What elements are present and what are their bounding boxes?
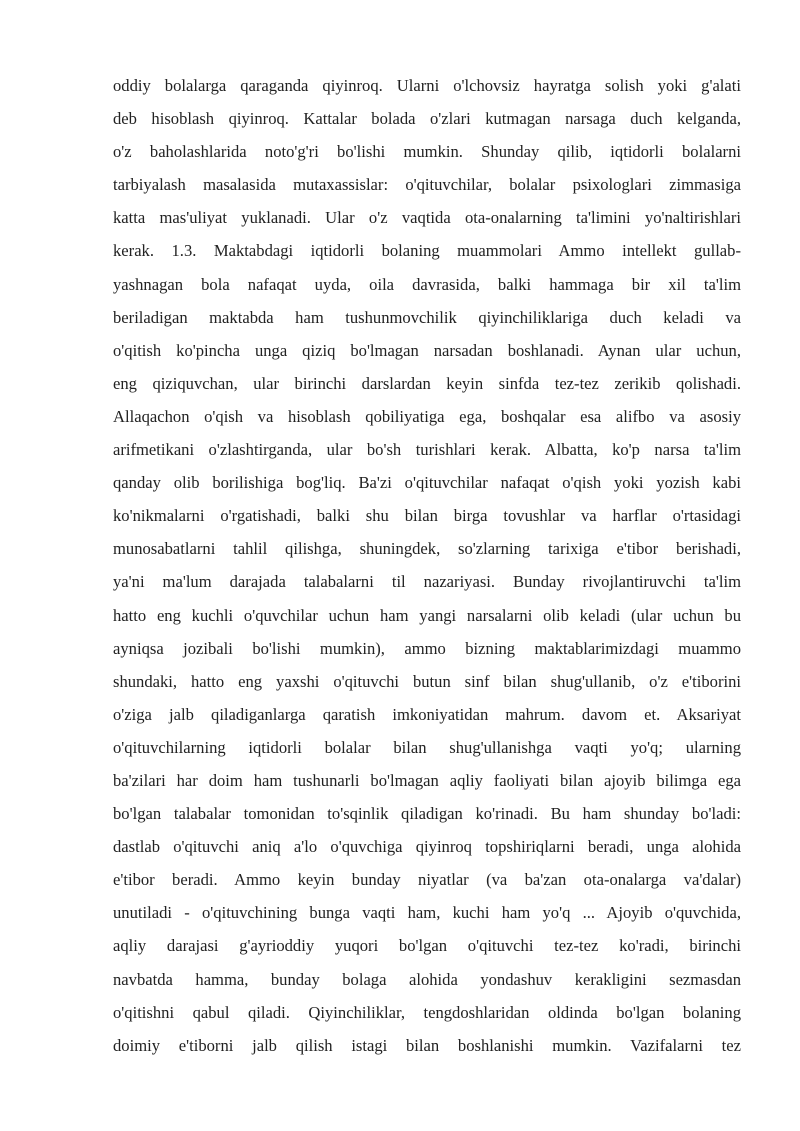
text-line: Allaqachon o'qish va hisoblash qobiliyatiga ega, boshqalar esa alifbo va asosiy	[113, 406, 741, 426]
text-line: tarbiyalash masalasida mutaxassislar: o'qituvchilar, bolalar psixologlari zimmasiga	[113, 175, 741, 195]
text-line: o'qituvchilarning iqtidorli bolalar bilan shug'ullanishga vaqti yo'q; ularning	[113, 737, 741, 757]
text-line: hatto eng kuchli o'quvchilar uchun ham yangi narsalarni olib keladi (ular uchun bu	[113, 605, 741, 625]
text-line: yashnagan bola nafaqat uyda, oila davrasida, balki hammaga bir xil ta'lim	[113, 274, 741, 294]
text-line: oddiy bolalarga qaraganda qiyinroq. Ularni o'lchovsiz hayratga solish yoki g'alati	[113, 76, 741, 95]
text-line: e'tibor beradi. Ammo keyin bunday niyatlar (va ba'zan ota-onalarga va'dalar)	[113, 870, 741, 890]
body-text	[113, 69, 741, 1062]
text-line: beriladigan maktabda ham tushunmovchilik qiyinchiliklariga duch keladi va	[113, 307, 741, 327]
text-line: eng qiziquvchan, ular birinchi darslardan keyin sinfda tez-tez zerikib qolishadi.	[113, 373, 741, 393]
text-line: navbatda hamma, bunday bolaga alohida yondashuv kerakligini sezmasdan	[113, 969, 741, 989]
text-line: o'z baholashlarida noto'g'ri bo'lishi mumkin. Shunday qilib, iqtidorli bolalarni	[113, 142, 741, 162]
text-line: dastlab o'qituvchi aniq a'lo o'quvchiga qiyinroq topshiriqlarni beradi, unga alohida	[113, 837, 741, 857]
text-line: aqliy darajasi g'ayrioddiy yuqori bo'lgan o'qituvchi tez-tez ko'radi, birinchi	[113, 936, 741, 956]
text-line: o'qitishni qabul qiladi. Qiyinchiliklar, tengdoshlaridan oldinda bo'lgan bolaning	[113, 1002, 741, 1022]
text-line: arifmetikani o'zlashtirganda, ular bo'sh turishlari kerak. Albatta, ko'p narsa ta'lim	[113, 440, 741, 460]
text-line: bo'lgan talabalar tomonidan to'sqinlik qiladigan ko'rinadi. Bu ham shunday bo'ladi:	[113, 804, 741, 824]
text-line: munosabatlarni tahlil qilishga, shuningdek, so'zlarning tarixiga e'tibor berishadi,	[113, 539, 741, 559]
text-line: ya'ni ma'lum darajada talabalarni til nazariyasi. Bunday rivojlantiruvchi ta'lim	[113, 572, 741, 592]
text-line: ko'nikmalarni o'rgatishadi, balki shu bilan birga tovushlar va harflar o'rtasidagi	[113, 506, 741, 526]
text-line: shundaki, hatto eng yaxshi o'qituvchi butun sinf bilan shug'ullanib, o'z e'tiborini	[113, 671, 741, 691]
text-line: ayniqsa jozibali bo'lishi mumkin), ammo bizning maktablarimizdagi muammo	[113, 638, 741, 658]
text-line: doimiy e'tiborni jalb qilish istagi bilan boshlanishi mumkin. Vazifalarni tez	[113, 1035, 741, 1055]
text-line: katta mas'uliyat yuklanadi. Ular o'z vaqtida ota-onalarning ta'limini yo'naltirishlari	[113, 208, 741, 228]
text-line: unutiladi - o'qituvchining bunga vaqti ham, kuchi ham yo'q ... Ajoyib o'quvchida,	[113, 903, 741, 923]
text-line: ba'zilari har doim ham tushunarli bo'lmagan aqliy faoliyati bilan ajoyib bilimga ega	[113, 770, 741, 790]
text-line: deb hisoblash qiyinroq. Kattalar bolada o'zlari kutmagan narsaga duch kelganda,	[113, 109, 741, 129]
text-line: o'qitish ko'pincha unga qiziq bo'lmagan narsadan boshlanadi. Aynan ular uchun,	[113, 340, 741, 360]
text-line: o'ziga jalb qiladiganlarga qaratish imkoniyatidan mahrum. davom et. Aksariyat	[113, 704, 741, 724]
text-line: kerak. 1.3. Maktabdagi iqtidorli bolaning muammolari Ammo intellekt gullab-	[113, 241, 741, 261]
text-line: qanday olib borilishiga bog'liq. Ba'zi o'qituvchilar nafaqat o'qish yoki yozish kabi	[113, 473, 741, 493]
